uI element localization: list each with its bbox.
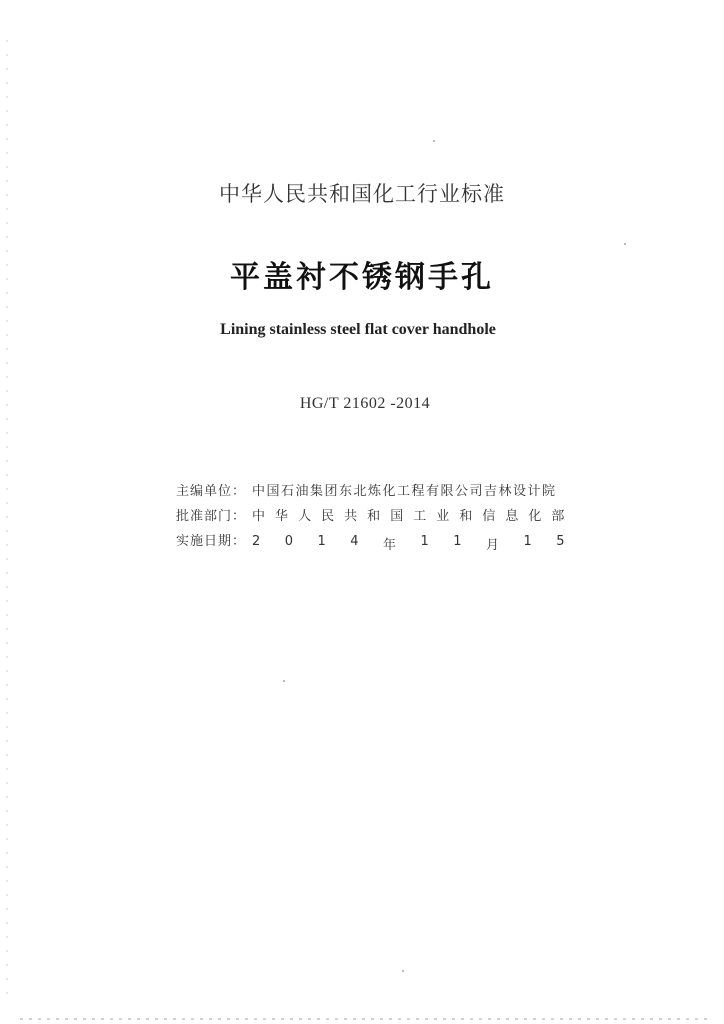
info-value-char: 和 (459, 509, 474, 524)
info-value-char: 0 (284, 534, 295, 549)
info-value-char: 化 (528, 509, 543, 524)
issuance-info (176, 480, 566, 555)
info-value-char: 4 (350, 534, 361, 549)
info-value-char: 业 (436, 509, 451, 524)
info-value-char: 1 (317, 534, 328, 549)
info-value-char: 1 (453, 534, 464, 549)
info-value-char: 年 (383, 538, 398, 553)
info-value-char: 和 (367, 509, 382, 524)
info-value-char: 部 (551, 509, 566, 524)
info-label: 实施日期： (176, 534, 247, 549)
info-value-char: 信 (482, 509, 497, 524)
scan-speck (283, 680, 285, 682)
info-row-editor (176, 480, 566, 505)
info-value-char: 华 (275, 509, 290, 524)
info-row-approver (176, 505, 566, 530)
scan-speck (624, 243, 626, 245)
info-value-char: 工 (413, 509, 428, 524)
info-value-char: 国 (390, 509, 405, 524)
info-value-char: 月 (485, 538, 501, 553)
info-value-char: 1 (420, 534, 431, 549)
scan-edge-bottom (20, 1018, 710, 1020)
info-value (252, 505, 566, 524)
scan-speck (402, 970, 404, 972)
info-value (252, 534, 566, 553)
info-value-char: 共 (344, 509, 359, 524)
scan-speck (433, 140, 435, 142)
standard-number: HG/T 21602 -2014 (299, 395, 431, 412)
info-value-char: 中 (252, 509, 267, 524)
info-value-char: 1 (523, 534, 534, 549)
info-label: 主编单位： (176, 484, 247, 499)
title-chinese: 平盖衬不锈钢手孔 (230, 260, 494, 295)
standard-category: 中华人民共和国化工行业标准 (219, 182, 505, 206)
info-value-char: 5 (556, 534, 566, 549)
info-label: 批准部门： (176, 509, 247, 524)
info-value: 中国石油集团东北炼化工程有限公司吉林设计院 (252, 484, 557, 499)
info-value-char: 2 (252, 534, 262, 549)
title-english: Lining stainless steel flat cover handhole (220, 321, 496, 338)
info-row-effective-date (176, 530, 566, 555)
info-value-char: 民 (321, 509, 336, 524)
info-value-char: 人 (298, 509, 313, 524)
info-value-char: 息 (505, 509, 520, 524)
